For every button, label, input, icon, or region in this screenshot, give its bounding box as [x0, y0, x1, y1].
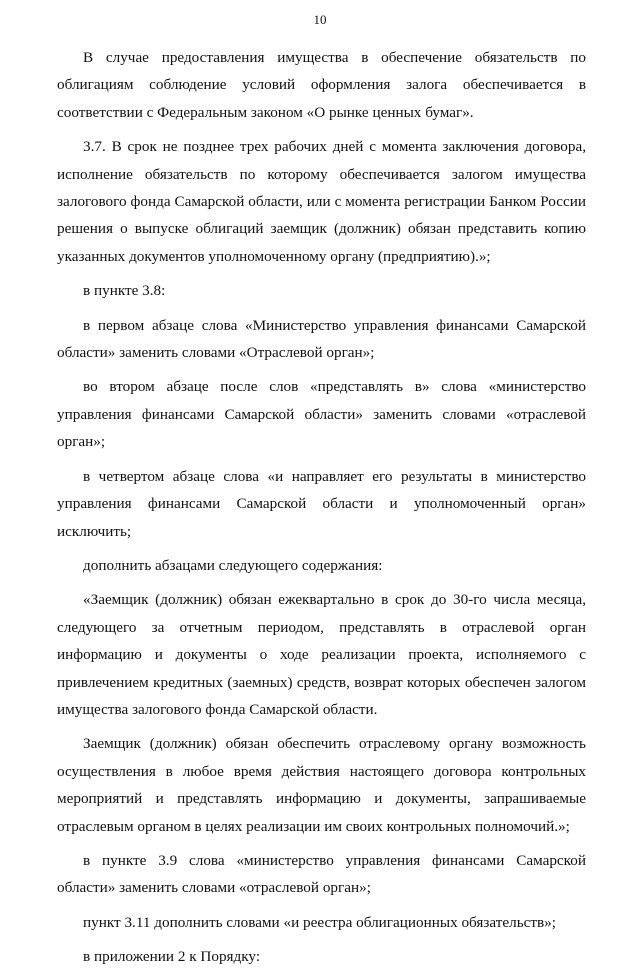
paragraph-collateral-bonds: В случае предоставления имущества в обеспечение обязательств по облигациям соблюдение условий оформления залога обеспечивается в соответствии с Федеральным законом «О рынке ценных бумаг».	[57, 49, 586, 121]
document-body	[57, 44, 586, 973]
paragraph-point-3-9: в пункте 3.9 слова «министерство управления финансами Самарской области» заменить словами «отраслевой орган»;	[57, 851, 586, 897]
paragraph-point-3-8: в пункте 3.8:	[83, 282, 166, 300]
paragraph-first-indent: в первом абзаце слова «Министерство управления финансами Самарской области» заменить словами «Отраслевой орган»;	[57, 316, 586, 362]
paragraph-appendix-2: в приложении 2 к Порядку:	[83, 948, 261, 966]
paragraph-3-7: 3.7. В срок не позднее трех рабочих дней с момента заключения договора, исполнение обязательств по которому обеспечивается залогом имущества залогового фонда Самарской области, или с момента регистрации Банком России решения о выпуске облигаций заемщик (должник) обязан представить копию указанных документов уполномоченному органу (предприятию).»;	[57, 138, 586, 265]
paragraph-borrower-quarterly: «Заемщик (должник) обязан ежеквартально в срок до 30-го числа месяца, следующего за отчетным периодом, представлять в отраслевой орган информацию и документы о ходе реализации проекта, исполняемого с привлечением кредитных (заемных) средств, возврат которых обеспечен залогом имущества залогового фонда Самарской области.	[57, 591, 586, 718]
page-number: 10	[313, 12, 327, 27]
paragraph-second-indent: во втором абзаце после слов «представлять в» слова «министерство управления финансами Самарской области» заменить словами «отраслевой орган»;	[57, 378, 586, 451]
paragraph-fourth-indent: в четвертом абзаце слова «и направляет его результаты в министерство управления финансами Самарской области и уполномоченный орган» исключить;	[57, 467, 586, 540]
paragraph-add-indents: дополнить абзацами следующего содержания:	[83, 556, 383, 574]
paragraph-point-3-11: пункт 3.11 дополнить словами «и реестра облигационных обязательств»;	[83, 913, 556, 931]
paragraph-borrower-control: Заемщик (должник) обязан обеспечить отраслевому органу возможность осуществления в любое время действия настоящего договора контрольных мероприятий и представлять информацию и документы, запрашиваемые отраслевым органом в целях реализации им своих контрольных полномочий.»;	[57, 735, 586, 835]
